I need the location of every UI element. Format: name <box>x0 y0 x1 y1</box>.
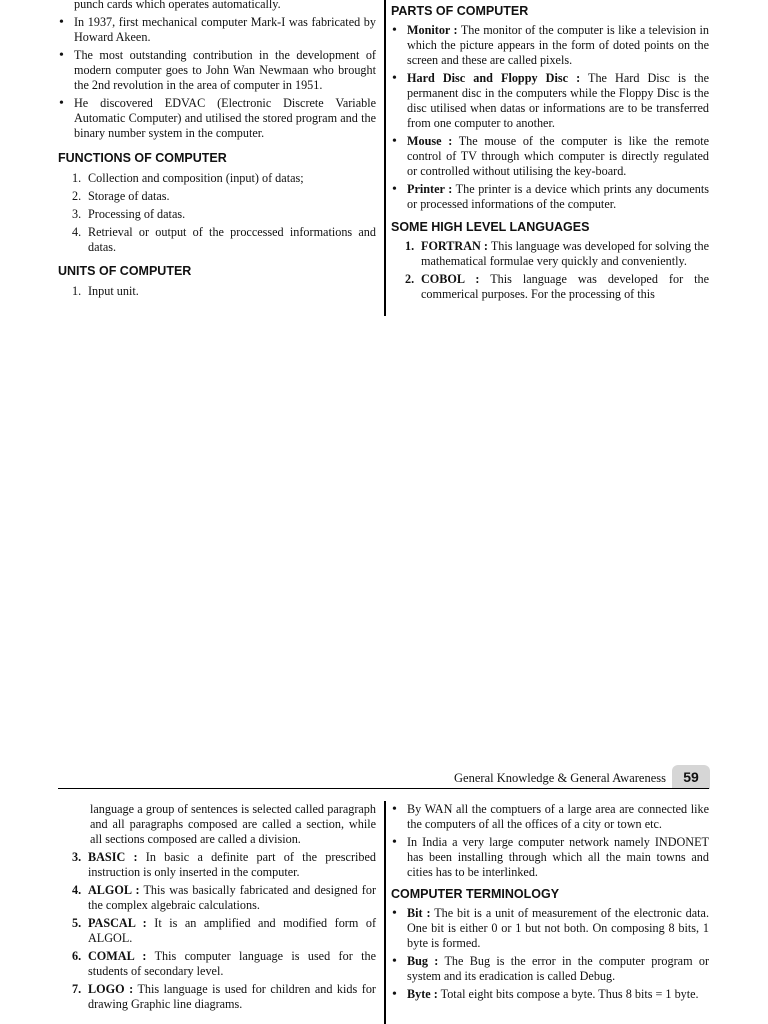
page-number: 59 <box>672 765 710 789</box>
list-item: 4. Retrieval or output of the proccessed informations and datas. <box>72 225 376 254</box>
list-item: 6. COMAL : This computer language is used for the students of secondary level. <box>72 949 377 978</box>
list-item: 1. FORTRAN : This language was developed for solving the mathematical formulae very quickly and conveniently. <box>405 239 710 268</box>
functions-list <box>58 171 376 255</box>
list-item: • Bit : The bit is a unit of measurement of the electronic data. One bit is either 0 or 1 but not both. On composing 8 bits, 1 byte is formed. <box>391 906 709 951</box>
continuation-paragraph: language a group of sentences is selected called paragraph and all paragraphs composed are called a section, while all sections composed are called a division. <box>90 802 376 846</box>
footer-title: General Knowledge & General Awareness <box>454 771 666 785</box>
list-item: • The most outstanding contribution in the development of modern computer goes to John Wan Newmaan who brought the 2nd revolution in the area of computer in 1951. <box>58 48 376 93</box>
network-list <box>391 802 709 880</box>
bottom-right-column <box>391 802 709 1005</box>
bottom-column-divider <box>384 801 386 1024</box>
terminology-list <box>391 906 709 1002</box>
list-item: 3. Processing of datas. <box>72 207 186 221</box>
top-left-column <box>58 0 376 302</box>
list-item: • Monitor : The monitor of the computer is like a television in which the picture appears in the form of doted points on the screen and these are called pixels. <box>391 23 709 68</box>
units-heading: UNITS OF COMPUTER <box>58 264 192 278</box>
languages-heading: SOME HIGH LEVEL LANGUAGES <box>391 220 590 234</box>
top-column-divider <box>384 0 386 316</box>
history-list <box>58 15 376 141</box>
list-item: 7. LOGO : This language is used for children and kids for drawing Graphic line diagrams. <box>72 982 376 1011</box>
languages-list-continued <box>58 850 376 1012</box>
parts-list <box>391 23 709 212</box>
languages-list <box>391 239 709 302</box>
list-item: • By WAN all the comptuers of a large area are connected like the computers of all the offices of a city or town etc. <box>391 802 709 832</box>
list-item: 4. ALGOL : This was basically fabricated and designed for the complex algebraic calculations. <box>72 883 377 912</box>
list-item: 2. Storage of datas. <box>72 189 170 203</box>
list-item: • Hard Disc and Floppy Disc : The Hard Disc is the permanent disc in the computers while the Floppy Disc is the disc utilised when datas or informations are to be transferred from one computer to another. <box>391 71 709 131</box>
bottom-left-column <box>58 802 376 1015</box>
terminology-heading: COMPUTER TERMINOLOGY <box>391 887 560 901</box>
list-item: • Mouse : The mouse of the computer is like the remote control of TV through which computer is directly regulated or controlled without utilising the key-board. <box>391 134 709 179</box>
footer-rule <box>58 788 709 789</box>
list-item: 1. Collection and composition (input) of datas; <box>72 171 304 185</box>
continuation-line: punch cards which operates automatically. <box>74 0 281 11</box>
list-item: • Byte : Total eight bits compose a byte. Thus 8 bits = 1 byte. <box>391 987 709 1002</box>
list-item: • In 1937, first mechanical computer Mark-I was fabricated by Howard Akeen. <box>58 15 376 45</box>
units-list <box>58 284 376 299</box>
list-item: • He discovered EDVAC (Electronic Discrete Variable Automatic Computer) and utilised the stored program and the binary number system in the computer. <box>58 96 376 141</box>
list-item: • In India a very large computer network namely INDONET has been installing through which all the main towns and cities has to be interlinked. <box>391 835 709 880</box>
functions-heading: FUNCTIONS OF COMPUTER <box>58 151 227 165</box>
list-item: 2. COBOL : This language was developed for the commerical purposes. For the processing of this <box>405 272 710 301</box>
top-right-column <box>391 4 709 305</box>
parts-heading: PARTS OF COMPUTER <box>391 4 529 18</box>
list-item: 3. BASIC : In basic a definite part of the prescribed instruction is only inserted in the computer. <box>72 850 376 879</box>
list-item: • Printer : The printer is a device which prints any documents or processed informations of the computer. <box>391 182 709 212</box>
list-item: • Bug : The Bug is the error in the computer program or system and its eradication is called Debug. <box>391 954 709 984</box>
list-item: 5. PASCAL : It is an amplified and modified form of ALGOL. <box>72 916 376 945</box>
list-item: 1. Input unit. <box>72 284 139 298</box>
